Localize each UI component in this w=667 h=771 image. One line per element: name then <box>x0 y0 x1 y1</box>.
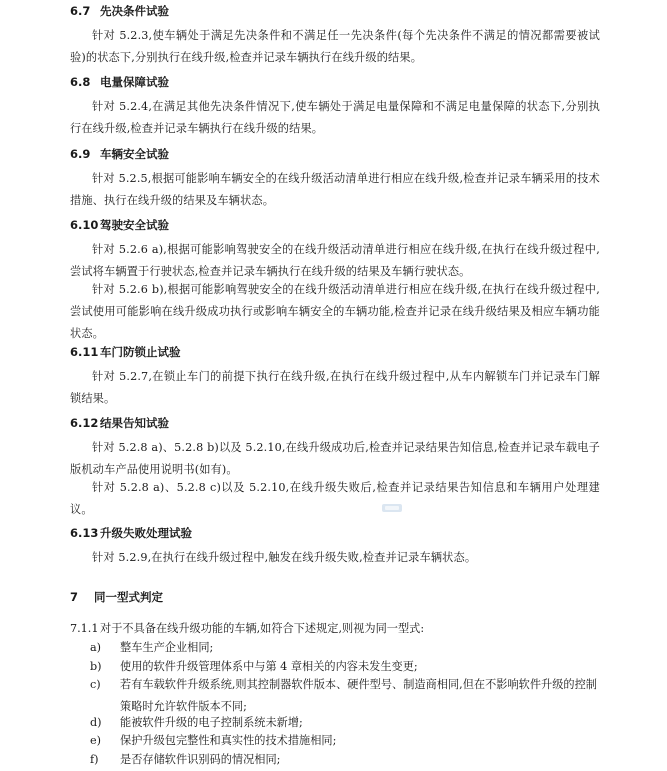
section-paragraph: 针对 5.2.7,在锁止车门的前提下执行在线升级,在执行在线升级过程中,从车内解锁车门并记录车门解锁结果。 <box>70 370 600 405</box>
section-heading-6-12 <box>70 415 169 431</box>
section-number: 6.9 <box>70 147 91 161</box>
watermark-logo-icon <box>382 502 402 514</box>
clause-number: 7.1.1 <box>70 622 99 635</box>
section-number: 6.10 <box>70 218 99 232</box>
section-paragraph: 针对 5.2.4,在满足其他先决条件情况下,使车辆处于满足电量保障和不满足电量保障的状态下,分别执行在线升级,检查并记录车辆执行在线升级的结果。 <box>70 100 600 135</box>
list-item-text: 是否存储软件识别码的情况相同; <box>120 753 281 766</box>
list-item-text: 使用的软件升级管理体系中与第 4 章相关的内容未发生变更; <box>120 660 418 673</box>
section-heading-6-7 <box>70 3 169 19</box>
section-title: 结果告知试验 <box>100 416 169 430</box>
section-title: 升级失败处理试验 <box>100 526 192 540</box>
list-marker: f) <box>90 753 99 766</box>
list-item <box>90 749 602 771</box>
list-item-text: 若有车载软件升级系统,则其控制器软件版本、硬件型号、制造商相同,但在不影响软件升级的控制策略时允许软件版本不同; <box>120 678 597 713</box>
section-title: 先决条件试验 <box>100 4 169 18</box>
section-paragraph: 针对 5.2.8 a)、5.2.8 b)以及 5.2.10,在线升级成功后,检查并记录结果告知信息,检查并记录车载电子版机动车产品使用说明书(如有)。 <box>70 441 600 476</box>
list-marker: c) <box>90 678 101 691</box>
section-number: 6.13 <box>70 526 99 540</box>
clause-text: 对于不具备在线升级功能的车辆,如符合下述规定,则视为同一型式: <box>100 622 425 635</box>
list-marker: e) <box>90 734 101 747</box>
section-number: 6.7 <box>70 4 91 18</box>
list-marker: b) <box>90 660 102 673</box>
list-item-text: 能被软件升级的电子控制系统未新增; <box>120 716 303 729</box>
chapter-number: 7 <box>70 590 79 604</box>
list-item-text: 整车生产企业相同; <box>120 641 214 654</box>
section-heading-6-9 <box>70 146 169 162</box>
section-paragraph: 针对 5.2.6 b),根据可能影响驾驶安全的在线升级活动清单进行相应在线升级,在执行在线升级过程中,尝试使用可能影响在线升级成功执行或影响车辆安全的车辆功能,检查并记录在线升级结果及相应车辆功能状态。 <box>70 283 600 340</box>
section-title: 车辆安全试验 <box>100 147 169 161</box>
list-item-text: 保护升级包完整性和真实性的技术措施相同; <box>120 734 337 747</box>
section-paragraph: 针对 5.2.6 a),根据可能影响驾驶安全的在线升级活动清单进行相应在线升级,在执行在线升级过程中,尝试将车辆置于行驶状态,检查并记录车辆执行在线升级的结果及车辆行驶状态。 <box>70 243 600 278</box>
section-title: 车门防锁止试验 <box>100 345 181 359</box>
section-title: 电量保障试验 <box>100 75 169 89</box>
section-paragraph: 针对 5.2.9,在执行在线升级过程中,触发在线升级失败,检查并记录车辆状态。 <box>92 551 477 564</box>
section-paragraph: 针对 5.2.8 a)、5.2.8 c)以及 5.2.10,在线升级失败后,检查并记录结果告知信息和车辆用户处理建议。 <box>70 481 600 516</box>
section-heading-6-13 <box>70 525 192 541</box>
list-marker: d) <box>90 716 102 729</box>
section-heading-6-8 <box>70 74 169 90</box>
list-marker: a) <box>90 641 102 654</box>
section-number: 6.11 <box>70 345 99 359</box>
section-heading-6-10 <box>70 217 169 233</box>
chapter-title: 同一型式判定 <box>94 590 163 604</box>
section-number: 6.8 <box>70 75 91 89</box>
section-heading-6-11 <box>70 344 181 360</box>
section-paragraph: 针对 5.2.3,使车辆处于满足先决条件和不满足任一先决条件(每个先决条件不满足的情况都需要被试验)的状态下,分别执行在线升级,检查并记录车辆执行在线升级的结果。 <box>70 29 600 64</box>
section-paragraph: 针对 5.2.5,根据可能影响车辆安全的在线升级活动清单进行相应在线升级,检查并记录车辆采用的技术措施、执行在线升级的结果及车辆状态。 <box>70 172 600 207</box>
chapter-heading-7 <box>70 589 163 605</box>
section-number: 6.12 <box>70 416 99 430</box>
section-title: 驾驶安全试验 <box>100 218 169 232</box>
